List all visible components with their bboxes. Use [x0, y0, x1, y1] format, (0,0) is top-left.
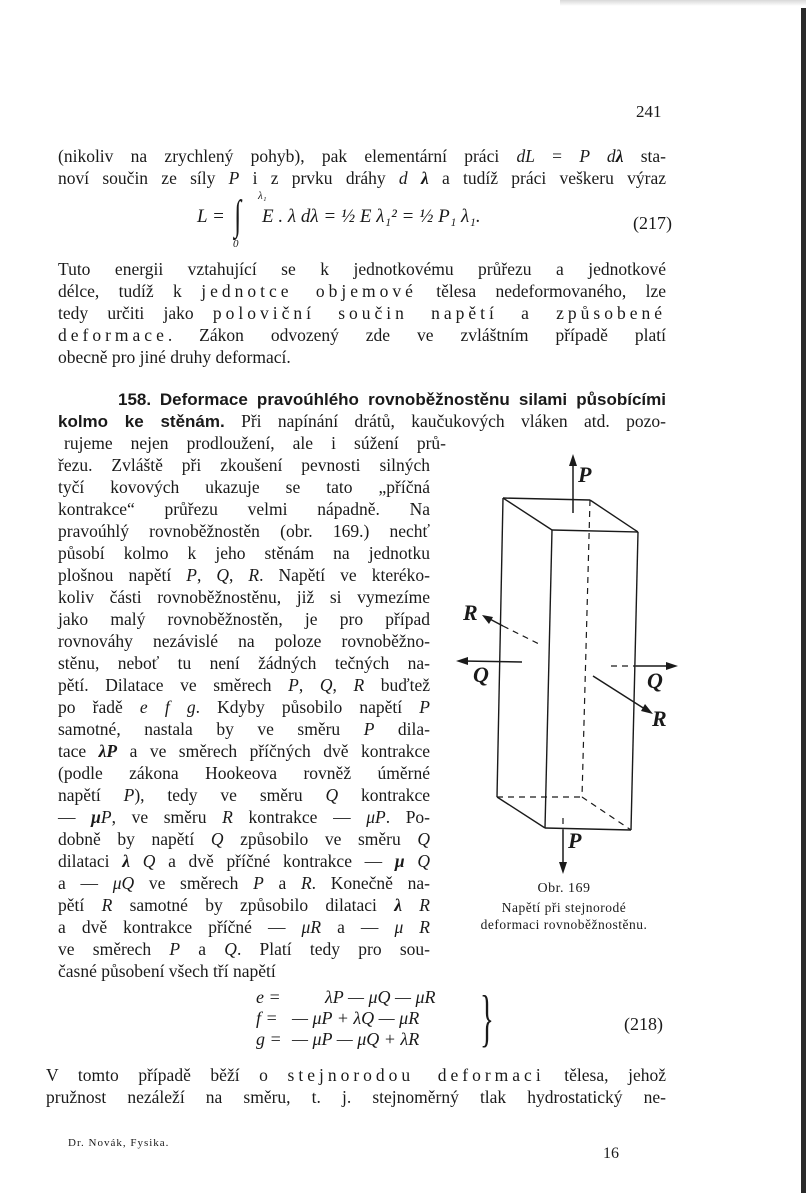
energy-line-4: deformace. Zákon odvozený zde ve zvláštním případě platí [58, 325, 666, 345]
body-line: dobně by napětí Q způsobilo ve směru Q [58, 829, 430, 849]
eq218-row-1-lhs: e = [256, 987, 281, 1007]
body-line: tyčí kovových ukazuje se tato „příčná [58, 477, 430, 497]
body-line: (podle zákona Hookeova rovněž úměrné [58, 763, 430, 783]
label-Q-left: Q [473, 662, 489, 687]
footer-author: Dr. Novák, Fysika. [68, 1137, 170, 1149]
label-P-top: P [578, 462, 592, 487]
body-line: dilataci λ Q a dvě příčné kontrakce — μ Q [58, 851, 430, 871]
page-number: 241 [636, 102, 662, 121]
footer-signature-mark: 16 [603, 1145, 619, 1162]
eq217-upper-limit: λ₁ [258, 190, 267, 202]
label-Q-right: Q [647, 668, 663, 693]
body-line: plošnou napětí P, Q, R. Napětí ve kteréko- [58, 565, 431, 585]
figure-caption-line-1: Napětí při stejnorodé [501, 900, 627, 915]
energy-line-5: obecně pro jiné druhy deformací. [58, 347, 291, 367]
label-R-left: R [463, 600, 478, 625]
figure-caption-title: Obr. 169 [537, 881, 591, 896]
body-line: napětí P), tedy ve směru Q kontrakce [58, 785, 430, 805]
body-line: tace λP a ve směrech příčných dvě kontrakce [58, 741, 430, 761]
body-line: pravoúhlý rovnoběžnostěn (obr. 169.) nechť [58, 521, 430, 541]
energy-line-3: tedy určiti jako poloviční součin napětí a způsobené [58, 303, 666, 323]
eq217-body: E . λ dλ = ½ E λ₁² = ½ P₁ λ₁. [262, 206, 481, 227]
body-line: a — μQ ve směrech P a R. Konečně na- [58, 873, 430, 893]
eq217-lower-limit: 0 [233, 238, 239, 250]
section-title-1: Deformace pravoúhlého rovnoběžnostěnu silami působícími [159, 390, 666, 409]
body-line: působí kolmo k jeho stěnám na jednotku [58, 543, 430, 563]
body-line: stěnu, neboť tu není žádných tečných na- [58, 653, 430, 673]
intro-line-2: noví součin ze síly P i z prvku dráhy d λ a tudíž práci veškeru výraz [58, 168, 667, 188]
body-line: koliv části rovnoběžnostěnu, již si vymezíme [58, 587, 430, 607]
intro-line-1: (nikoliv na zrychlený pohyb), pak elementární práci dL = P dλ sta- [58, 146, 666, 166]
body-line: pětí R samotné by způsobilo dilataci λ R [58, 895, 430, 915]
eq218-row-3-rhs: — μP — μQ + λR [292, 1029, 420, 1049]
body-line: a dvě kontrakce příčné — μR a — μ R [58, 917, 430, 937]
body-line: kontrakce“ průřezu velmi nápadně. Na [58, 499, 430, 519]
integral-sign: ∫ [234, 193, 242, 239]
closing-line-2: pružnost nezáleží na směru, t. j. stejnoměrný tlak hydrostatický ne- [46, 1087, 666, 1107]
label-P-bottom: P [568, 828, 582, 853]
section-number: 158. [118, 390, 152, 409]
closing-line-1: V tomto případě běží o stejnorodou deformaci tělesa, jehož [46, 1065, 667, 1085]
eq218-row-2-rhs: — μP + λQ — μR [292, 1008, 420, 1028]
body-line: samotné, nastala by ve směru P dila- [58, 719, 430, 739]
body-line: pětí. Dilatace ve směrech P, Q, R buďtež [58, 675, 431, 695]
energy-line-2: délce, tudíž k jednotce objemové tělesa nedeformovaného, lze [58, 281, 667, 301]
body-line: — μP, ve směru R kontrakce — μP. Po- [58, 807, 430, 827]
eq218-number: (218) [624, 1014, 663, 1034]
energy-line-1: Tuto energii vztahující se k jednotkovému průřezu a jednotkové [58, 259, 666, 279]
eq218-row-1-rhs: λP — μQ — μR [325, 987, 436, 1007]
figure-caption-line-2: deformaci rovnoběžnostěnu. [480, 917, 648, 932]
body-line: rovnováhy nezávislé na poloze rovnoběžno- [58, 631, 430, 651]
eq218-brace: } [480, 982, 494, 1053]
body-line: časné působení všech tří napětí [58, 961, 276, 981]
body-line: po řadě e f g. Kdyby působilo napětí P [58, 697, 430, 717]
body-line: jako malý rovnoběžnostěn, je pro případ [58, 609, 430, 629]
eq218-row-3-lhs: g = [256, 1029, 282, 1049]
eq218-row-2-lhs: f = [256, 1008, 278, 1028]
body-line: rujeme nejen prodloužení, ale i súžení prů- [64, 433, 446, 453]
section-title-2: kolmo ke stěnám. [58, 412, 225, 431]
body-line: řezu. Zvláště při zkoušení pevnosti silných [58, 455, 430, 475]
eq217-lhs: L = [197, 206, 225, 227]
eq217-number: (217) [633, 213, 672, 233]
label-R-right: R [652, 706, 667, 731]
body-line: ve směrech P a Q. Platí tedy pro sou- [58, 939, 430, 959]
section-title-tail: Při napínání drátů, kaučukových vláken atd. pozo- [241, 411, 666, 431]
